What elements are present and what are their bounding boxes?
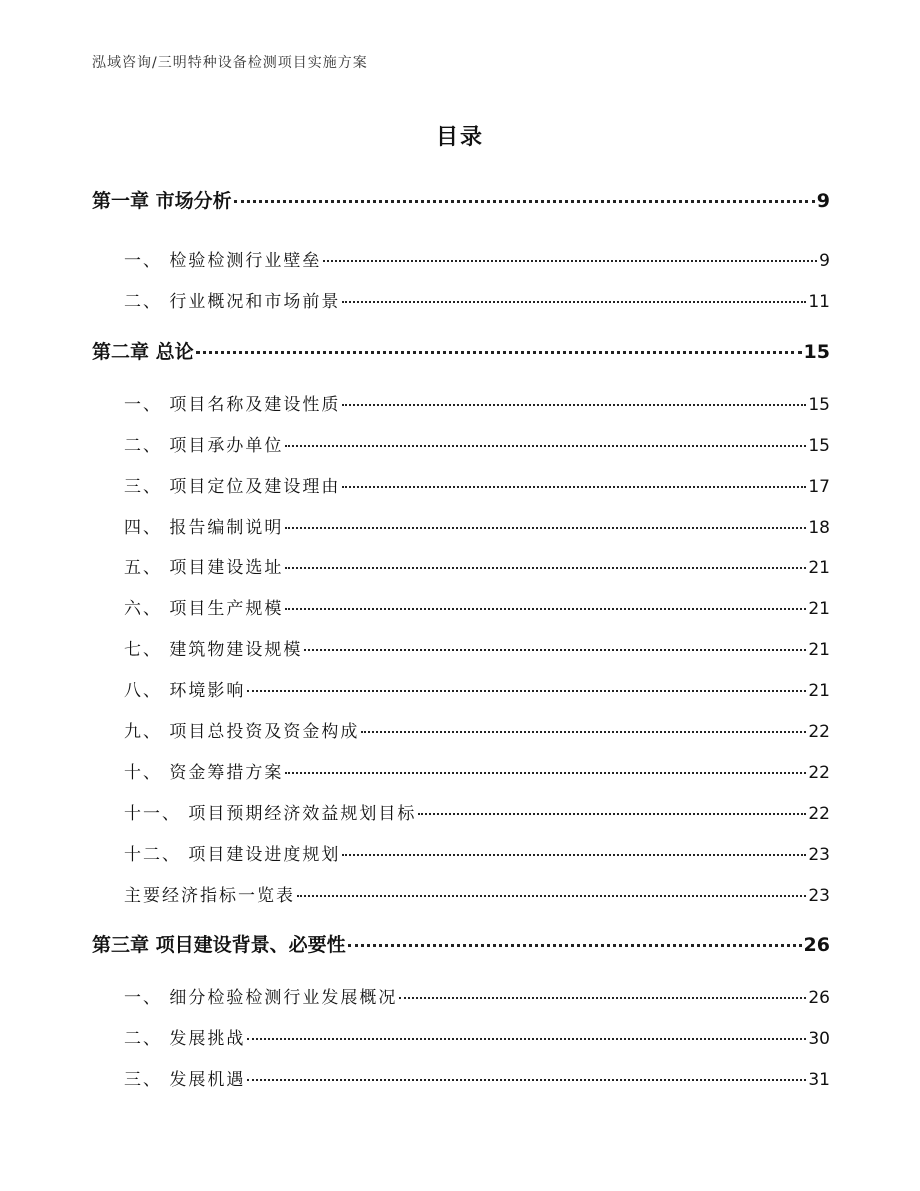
toc-page-number: 11 <box>808 292 830 312</box>
toc-page-number: 23 <box>808 886 830 906</box>
toc-label: 二、 项目承办单位 <box>124 436 284 456</box>
toc-entry[interactable] <box>124 287 830 312</box>
toc-label: 主要经济指标一览表 <box>124 886 295 906</box>
leader-dots <box>247 1079 806 1081</box>
leader-dots <box>285 527 806 529</box>
toc-title: 目录 <box>435 125 484 150</box>
leader-dots <box>304 649 806 651</box>
toc-page-number: 17 <box>808 477 830 497</box>
toc-entry[interactable] <box>124 799 830 824</box>
toc-page-number: 18 <box>808 518 830 538</box>
toc-entry[interactable] <box>124 758 830 783</box>
leader-dots <box>196 351 802 354</box>
leader-dots <box>342 301 806 303</box>
leader-dots <box>342 854 806 856</box>
toc-entry[interactable] <box>124 1024 830 1049</box>
running-header: 泓域咨询/三明特种设备检测项目实施方案 <box>92 55 368 71</box>
toc-label: 七、 建筑物建设规模 <box>124 640 303 660</box>
toc-label: 三、 项目定位及建设理由 <box>124 477 341 497</box>
leader-dots <box>323 260 817 262</box>
toc-entry[interactable] <box>124 983 830 1008</box>
leader-dots <box>285 608 806 610</box>
toc-entry[interactable] <box>124 513 830 538</box>
toc-chapter-1[interactable] <box>92 186 830 213</box>
leader-dots <box>418 813 806 815</box>
toc-entry[interactable] <box>124 635 830 660</box>
toc-page-number: 26 <box>808 988 830 1008</box>
toc-entry[interactable] <box>124 840 830 865</box>
toc-page-number: 30 <box>808 1029 830 1049</box>
toc-chapter-3[interactable] <box>92 930 830 957</box>
toc-label: 二、 发展挑战 <box>124 1029 246 1049</box>
toc-label: 一、 项目名称及建设性质 <box>124 395 341 415</box>
toc-page-number: 9 <box>816 190 830 212</box>
toc-entry[interactable] <box>124 431 830 456</box>
toc-page-number: 22 <box>808 804 830 824</box>
toc-page-number: 23 <box>808 845 830 865</box>
toc-entry[interactable] <box>124 1065 830 1090</box>
toc-entry[interactable] <box>124 717 830 742</box>
leader-dots <box>285 567 806 569</box>
toc-label: 六、 项目生产规模 <box>124 599 284 619</box>
toc-entry[interactable] <box>124 472 830 497</box>
toc-page-number: 21 <box>808 681 830 701</box>
toc-page-number: 9 <box>819 251 830 271</box>
leader-dots <box>285 445 806 447</box>
toc-label: 第一章 市场分析 <box>92 190 232 212</box>
toc-chapter-2[interactable] <box>92 337 830 364</box>
leader-dots <box>342 404 806 406</box>
toc-entry[interactable] <box>124 881 830 906</box>
toc-label: 一、 检验检测行业壁垒 <box>124 251 322 271</box>
toc-page-number: 31 <box>808 1070 830 1090</box>
toc-page-number: 26 <box>803 934 830 956</box>
leader-dots <box>297 895 806 897</box>
toc-page-number: 15 <box>808 436 830 456</box>
leader-dots <box>285 772 806 774</box>
toc-label: 十、 资金筹措方案 <box>124 763 284 783</box>
toc-entry[interactable] <box>124 594 830 619</box>
leader-dots <box>234 200 815 203</box>
toc-page-number: 22 <box>808 722 830 742</box>
leader-dots <box>342 486 806 488</box>
toc-label: 二、 行业概况和市场前景 <box>124 292 341 312</box>
toc-page-number: 21 <box>808 599 830 619</box>
toc-entry[interactable] <box>124 390 830 415</box>
toc-page-number: 15 <box>803 341 830 363</box>
toc-label: 第二章 总论 <box>92 341 194 363</box>
leader-dots <box>361 731 806 733</box>
leader-dots <box>399 997 806 999</box>
leader-dots <box>247 1038 806 1040</box>
toc-page-number: 21 <box>808 640 830 660</box>
toc-label: 三、 发展机遇 <box>124 1070 246 1090</box>
leader-dots <box>247 690 806 692</box>
toc-page-number: 21 <box>808 558 830 578</box>
toc-label: 一、 细分检验检测行业发展概况 <box>124 988 398 1008</box>
toc-label: 十一、 项目预期经济效益规划目标 <box>124 804 417 824</box>
toc-page-number: 15 <box>808 395 830 415</box>
toc-label: 第三章 项目建设背景、必要性 <box>92 934 346 956</box>
toc-entry[interactable] <box>124 553 830 578</box>
toc-label: 四、 报告编制说明 <box>124 518 284 538</box>
toc-page-number: 22 <box>808 763 830 783</box>
toc-label: 五、 项目建设选址 <box>124 558 284 578</box>
toc-label: 九、 项目总投资及资金构成 <box>124 722 360 742</box>
toc-label: 八、 环境影响 <box>124 681 246 701</box>
leader-dots <box>348 944 802 947</box>
toc-entry[interactable] <box>124 676 830 701</box>
toc-entry[interactable] <box>124 246 830 271</box>
toc-label: 十二、 项目建设进度规划 <box>124 845 341 865</box>
